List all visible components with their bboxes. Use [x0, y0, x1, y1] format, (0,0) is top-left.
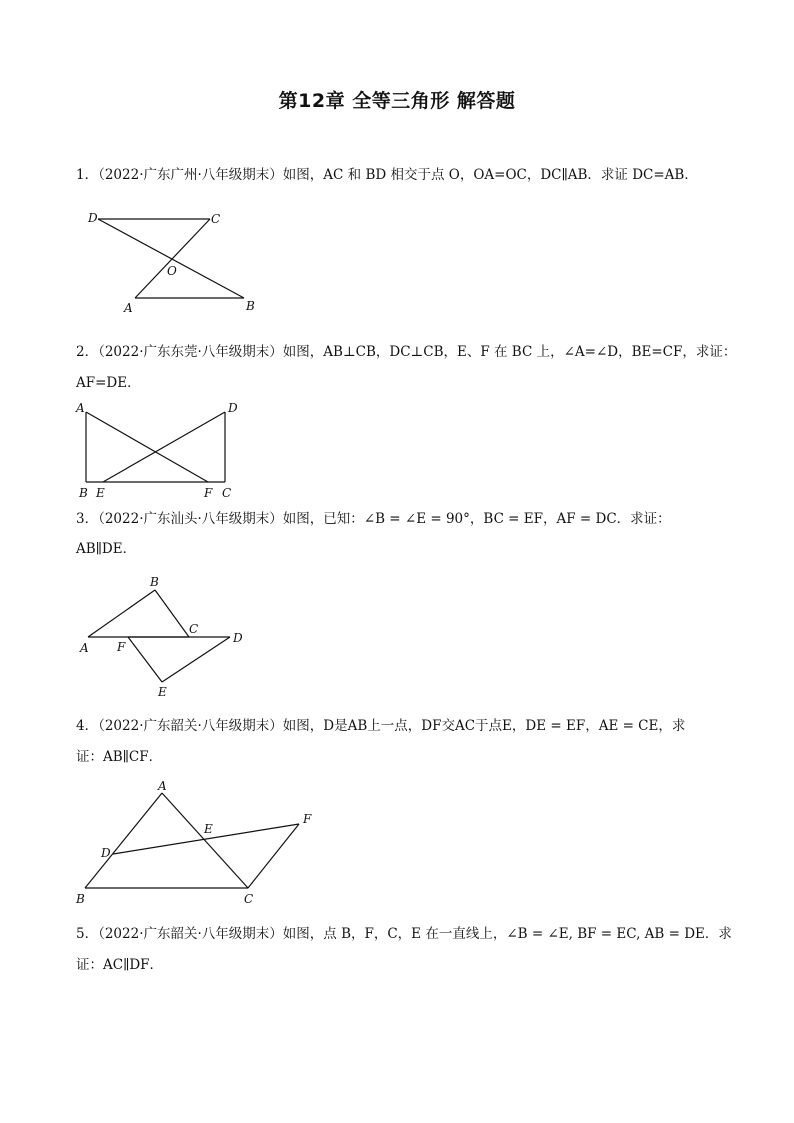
- label-d: D: [228, 401, 238, 415]
- label-e: E: [204, 822, 213, 836]
- segment-ab: [85, 793, 162, 888]
- label-b: B: [76, 892, 85, 906]
- label-b: B: [246, 299, 255, 313]
- label-d: D: [101, 846, 111, 860]
- label-f: F: [117, 640, 126, 654]
- question-5-text: 5．（2022·广东韶关·八年级期末）如图，点 B，F，C，E 在一直线上，∠B = ∠E, BF = EC, AB = DE．求: [76, 926, 732, 942]
- segment-fe: [128, 637, 162, 682]
- label-a: A: [80, 641, 89, 655]
- question-5-text-cont: 证：AC∥DF．: [76, 957, 164, 973]
- label-a: A: [76, 401, 85, 415]
- segment-bc: [155, 590, 189, 637]
- segment-ac: [162, 793, 248, 888]
- segment-af: [86, 412, 208, 482]
- question-4-text-cont: 证：AB∥CF．: [76, 749, 163, 765]
- segment-fc: [248, 824, 299, 888]
- label-f: F: [303, 812, 312, 826]
- label-f: F: [204, 486, 213, 500]
- label-a: A: [158, 779, 167, 793]
- label-e: E: [158, 685, 167, 699]
- label-c: C: [222, 486, 232, 500]
- question-1-text: 1．（2022·广东广州·八年级期末）如图，AC 和 BD 相交于点 O，OA=OC，DC∥AB．求证 DC=AB．: [76, 167, 698, 183]
- figure-2: [70, 396, 260, 506]
- label-c: C: [211, 212, 221, 226]
- segment-ca: [135, 219, 210, 298]
- label-a: A: [124, 301, 133, 315]
- label-b: B: [79, 486, 88, 500]
- question-3-text: 3．（2022·广东汕头·八年级期末）如图，已知：∠B = ∠E = 90°，BC = EF，AF = DC．求证：: [76, 511, 671, 527]
- label-o: O: [167, 264, 177, 278]
- question-4-text: 4．（2022·广东韶关·八年级期末）如图，D是AB上一点，DF交AC于点E，DE = EF，AE = CE，求: [76, 718, 686, 734]
- figure-3: [75, 572, 275, 702]
- label-c: C: [244, 892, 254, 906]
- segment-de: [103, 412, 225, 482]
- label-b: B: [150, 575, 159, 589]
- label-c: C: [189, 622, 199, 636]
- segment-db: [98, 219, 244, 298]
- segment-ed: [162, 637, 230, 682]
- question-2-text: 2．（2022·广东东莞·八年级期末）如图，AB⊥CB，DC⊥CB，E、F 在 BC 上，∠A=∠D，BE=CF，求证：: [76, 344, 737, 360]
- figure-1: [80, 205, 280, 320]
- label-e: E: [96, 486, 105, 500]
- segment-ab: [88, 590, 155, 637]
- question-2-text-cont: AF=DE．: [76, 375, 141, 391]
- figure-4: [70, 778, 325, 908]
- label-d: D: [88, 211, 98, 225]
- page-title: 第12章 全等三角形 解答题: [278, 90, 516, 112]
- question-3-text-cont: AB∥DE．: [76, 541, 137, 557]
- label-d: D: [233, 631, 243, 645]
